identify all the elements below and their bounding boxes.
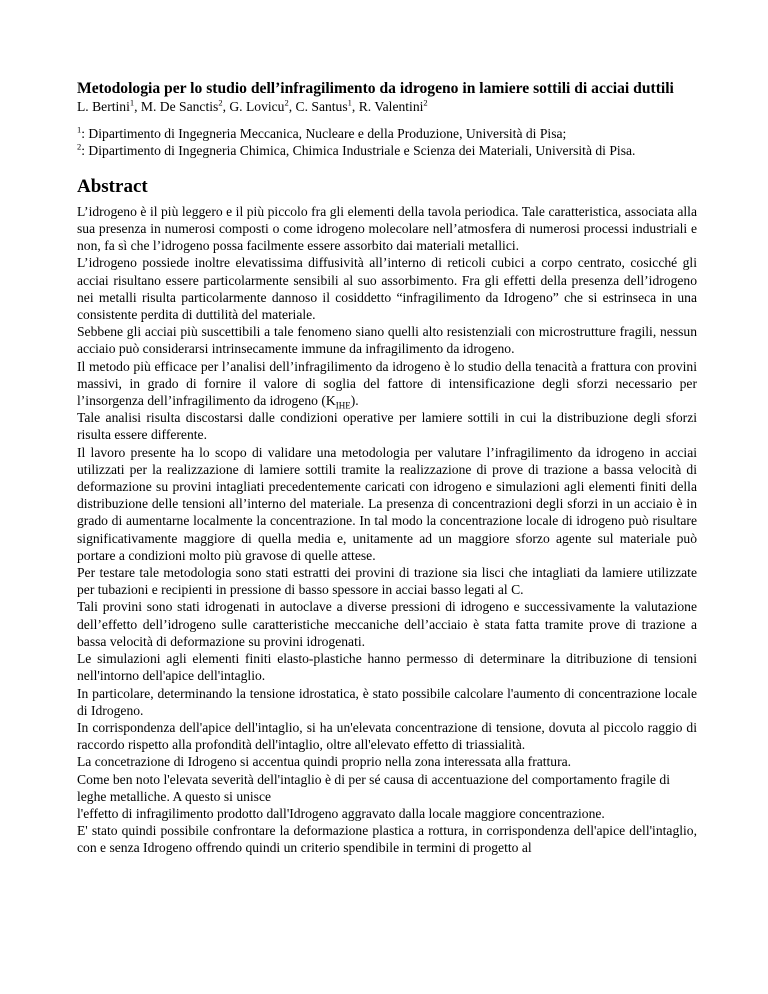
abstract-paragraph: Come ben noto l'elevata severità dell'intaglio è di per sé causa di accentuazione del comportamento fragile di leghe metalliche. A questo si unisce	[77, 771, 670, 804]
author-name: L. Bertini	[77, 99, 130, 114]
abstract-paragraph: Sebbene gli acciai più suscettibili a tale fenomeno siano quelli alto resistenziali con microstrutture fragili, nessun acciaio può considerarsi intrinsecamente immune da infragilimento da idrogeno.	[77, 324, 697, 357]
author-affiliation-mark: 1	[129, 97, 135, 108]
paper-page	[77, 80, 697, 857]
abstract-body	[77, 203, 697, 857]
abstract-paragraph: L’idrogeno possiede inoltre elevatissima diffusività all’interno di reticoli cubici a corpo centrato, cosicché gli acciai risultano essere particolarmente sensibili al suo assorbimento. Fra gli effetti della presenza dell’idrogeno nei metalli risulta particolarmente dannoso il cosiddetto “infragilimento da Idrogeno” che si estrinseca in una consistente perdita di duttilità del materiale.	[77, 255, 697, 323]
affiliations	[77, 125, 697, 159]
affiliation-number: 2	[77, 141, 82, 152]
abstract-paragraph: L’idrogeno è il più leggero e il più piccolo fra gli elementi della tavola periodica. Tale caratteristica, associata alla sua presenza in numerosi composti o come idrogeno molecolare nell’atmosfera di numerosi processi industriali e non, fa sì che l’idrogeno possa facilmente essere assorbito dai materiali metallici.	[77, 203, 697, 254]
author-affiliation-mark: 2	[218, 97, 223, 108]
author-affiliation-mark: 1	[347, 97, 352, 108]
kihe-subscript: IHE	[335, 400, 351, 411]
abstract-paragraph: In particolare, determinando la tensione idrostatica, è stato possibile calcolare l'aumento di concentrazione locale di Idrogeno.	[77, 685, 697, 718]
author-name: M. De Sanctis	[140, 99, 219, 114]
abstract-paragraph: l'effetto di infragilimento prodotto dall'Idrogeno aggravato dalla locale maggiore concentrazione.	[77, 805, 605, 821]
author-affiliation-mark: 2	[284, 97, 289, 108]
kihe-text-before: Il metodo più efficace per l’analisi dell’infragilimento da idrogeno è lo studio della tenacità a frattura con provini massivi, in grado di fornire il valore di soglia del fattore di intensificazione degli sforzi necessario per l’insorgenza dell’infragilimento da idrogeno (K	[77, 358, 697, 409]
abstract-paragraph: La concetrazione di Idrogeno si accentua quindi proprio nella zona interessata alla frattura.	[77, 754, 572, 770]
kihe-text-after: ).	[350, 393, 359, 409]
author-name: G. Lovicu	[229, 99, 285, 114]
paper-title: Metodologia per lo studio dell’infragilimento da idrogeno in lamiere sottili di acciai duttili	[77, 80, 674, 97]
author-affiliation-mark: 2	[423, 97, 428, 108]
abstract-paragraph: Tale analisi risulta discostarsi dalle condizioni operative per lamiere sottili in cui la distribuzione degli sforzi risulta essere differente.	[77, 410, 697, 443]
author-name: R. Valentini	[358, 99, 424, 114]
affiliation-text: : Dipartimento di Ingegneria Chimica, Chimica Industriale e Scienza dei Materiali, Università di Pisa.	[81, 143, 636, 159]
abstract-heading: Abstract	[77, 175, 148, 197]
abstract-paragraph: Per testare tale metodologia sono stati estratti dei provini di trazione sia lisci che intagliati da lamiere utilizzate per tubazioni e recipienti in pressione di basso spessore in acciai basso legati al C.	[77, 565, 697, 598]
abstract-paragraph: In corrispondenza dell'apice dell'intaglio, si ha un'elevata concentrazione di tensione, dovuta al piccolo raggio di raccordo rispetto alla profondità dell'intaglio, oltre all'elevato effetto di triassialità.	[77, 719, 697, 753]
abstract-paragraph	[77, 358, 697, 410]
abstract-paragraph: E' stato quindi possibile confrontare la deformazione plastica a rottura, in corrispondenza dell'apice dell'intaglio, con e senza Idrogeno offrendo quindi un criterio spendibile in termini di progetto al	[77, 823, 697, 856]
affiliation-2	[77, 142, 697, 159]
abstract-paragraph: Le simulazioni agli elementi finiti elasto-plastiche hanno permesso di determinare la ditribuzione di tensioni nell'intorno dell'apice dell'intaglio.	[77, 651, 697, 684]
affiliation-text: : Dipartimento di Ingegneria Meccanica, Nucleare e della Produzione, Università di Pisa;	[81, 126, 567, 142]
affiliation-number: 1	[77, 124, 82, 135]
abstract-paragraph: Tali provini sono stati idrogenati in autoclave a diverse pressioni di idrogeno e successivamente la valutazione dell’effetto dell’idrogeno sulle caratteristiche meccaniche dell’acciaio è stata fatta tramite prove di trazione a bassa velocità di deformazione su provini idrogenati.	[77, 599, 697, 649]
affiliation-1	[77, 125, 697, 142]
abstract-paragraph: Il lavoro presente ha lo scopo di validare una metodologia per valutare l’infragilimento da idrogeno in acciai utilizzati per la realizzazione di lamiere sottili tramite la realizzazione di prove di trazione a bassa velocità di deformazione su provini intagliati precedentemente caricati con idrogeno e simulazioni agli elementi finiti della distribuzione delle tensioni all’interno del materiale. La presenza di concentrazioni degli sforzi in un acciaio è in grado di aumentarne localmente la concentrazione. In tal modo la concentrazione locale di idrogeno può risultare significativamente maggiore di quella media e, unitamente ad un maggiore sforzo agente sul materiale può portare a condizioni molto più gravose di quelle attese.	[77, 444, 697, 563]
author-list: L. Bertini$^1$, M. De Sanctis$^2$, G. Lovicu$^2$, C. Santus$^1$, R. Valentini$^2$	[77, 97, 428, 114]
author-name: C. Santus	[295, 99, 348, 114]
